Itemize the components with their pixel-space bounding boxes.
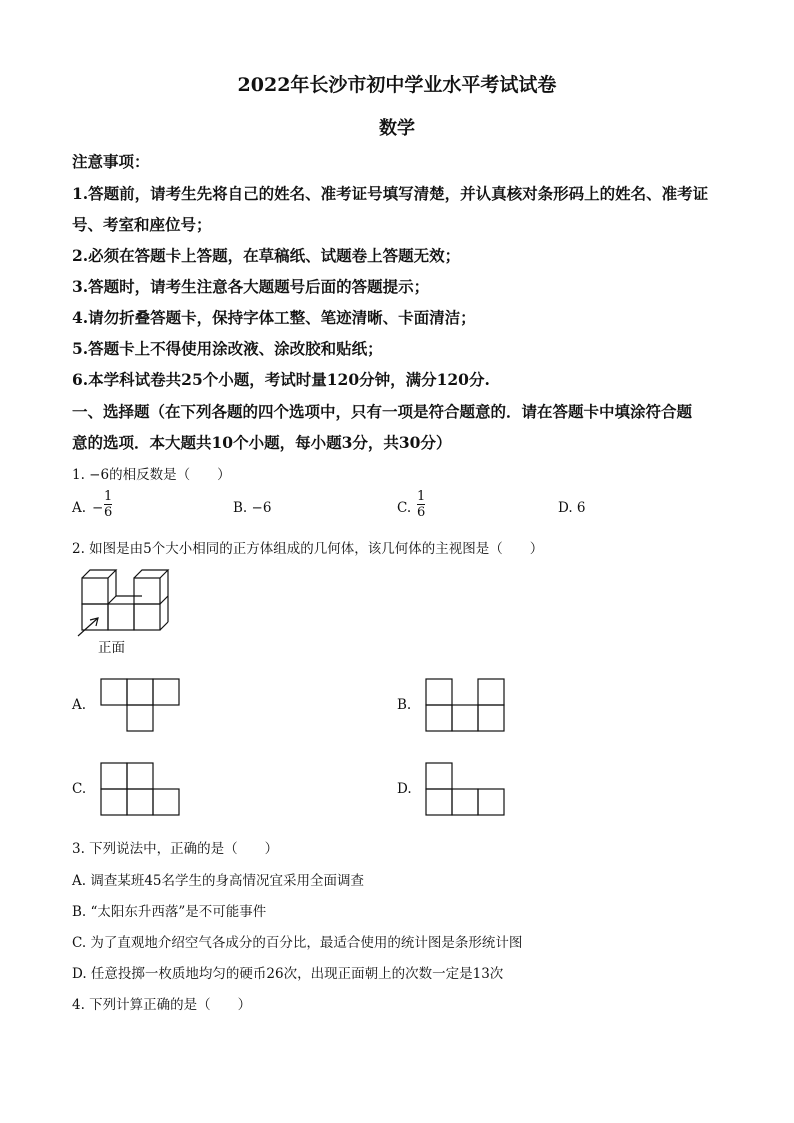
q2-stem: 2. 如图是由5个大小相同的正方体组成的几何体，该几何体的主视图是（ ） <box>72 541 544 557</box>
exam-title: 2022年长沙市初中学业水平考试试卷 <box>237 74 557 96</box>
q2-option-c-label: C. <box>72 781 87 797</box>
notice-heading: 注意事项： <box>72 152 150 171</box>
notice-item-6: 6.本学科试卷共25个小题，考试时量120分钟，满分120分. <box>72 370 490 389</box>
q4-stem: 4. 下列计算正确的是（ ） <box>72 997 252 1013</box>
q1-option-a-fraction <box>104 489 112 520</box>
notice-item-5: 5.答题卡上不得使用涂改液、涂改胶和贴纸； <box>72 339 383 358</box>
notice-item-1-line-2: 号、考室和座位号； <box>72 215 212 234</box>
q2-front-label: 正面 <box>98 640 125 656</box>
notice-item-1-line-1: 1.答题前，请考生先将自己的姓名、准考证号填写清楚，并认真核对条形码上的姓名、准考证 <box>72 184 709 203</box>
notice-item-2: 2.必须在答题卡上答题，在草稿纸、试题卷上答题无效； <box>72 246 461 265</box>
q3-option-a: A. 调查某班45名学生的身高情况宜采用全面调查 <box>72 873 365 889</box>
q1-option-a-sign: − <box>92 500 104 516</box>
q1-option-b: B. −6 <box>233 500 272 516</box>
q1-option-a-denominator: 6 <box>104 505 113 520</box>
q2-option-a-figure <box>100 678 182 734</box>
q2-option-a-label: A. <box>72 697 87 713</box>
q2-option-d-figure <box>425 762 507 818</box>
section-1-heading-line-2: 意的选项．本大题共10个小题，每小题3分，共30分） <box>72 433 452 452</box>
q1-option-a-label: A. <box>72 500 87 516</box>
exam-subject: 数学 <box>379 118 415 139</box>
q1-option-a-numerator: 1 <box>104 489 113 504</box>
notice-item-4: 4.请勿折叠答题卡，保持字体工整、笔迹清晰、卡面清洁； <box>72 308 476 327</box>
q3-stem: 3. 下列说法中，正确的是（ ） <box>72 841 279 857</box>
q3-option-d: D. 任意投掷一枚质地均匀的硬币26次，出现正面朝上的次数一定是13次 <box>72 966 504 982</box>
q3-option-b: B. “太阳东升西落”是不可能事件 <box>72 904 267 920</box>
notice-item-3: 3.答题时，请考生注意各大题题号后面的答题提示； <box>72 277 430 296</box>
q2-option-b-figure <box>425 678 507 734</box>
q1-option-c-label: C. <box>397 500 412 516</box>
q2-cube-solid-figure <box>76 566 178 638</box>
q2-option-b-label: B. <box>397 697 412 713</box>
q1-option-d: D. 6 <box>558 500 586 516</box>
q1-option-c-denominator: 6 <box>417 505 426 520</box>
q1-option-c-numerator: 1 <box>417 489 426 504</box>
q2-option-c-figure <box>100 762 182 818</box>
q1-option-c-fraction <box>417 489 425 520</box>
q3-option-c: C. 为了直观地介绍空气各成分的百分比，最适合使用的统计图是条形统计图 <box>72 935 523 951</box>
q1-stem: 1. −6的相反数是（ ） <box>72 467 231 483</box>
section-1-heading-line-1: 一、选择题（在下列各题的四个选项中，只有一项是符合题意的．请在答题卡中填涂符合题 <box>72 402 693 421</box>
q2-option-d-label: D. <box>397 781 412 797</box>
